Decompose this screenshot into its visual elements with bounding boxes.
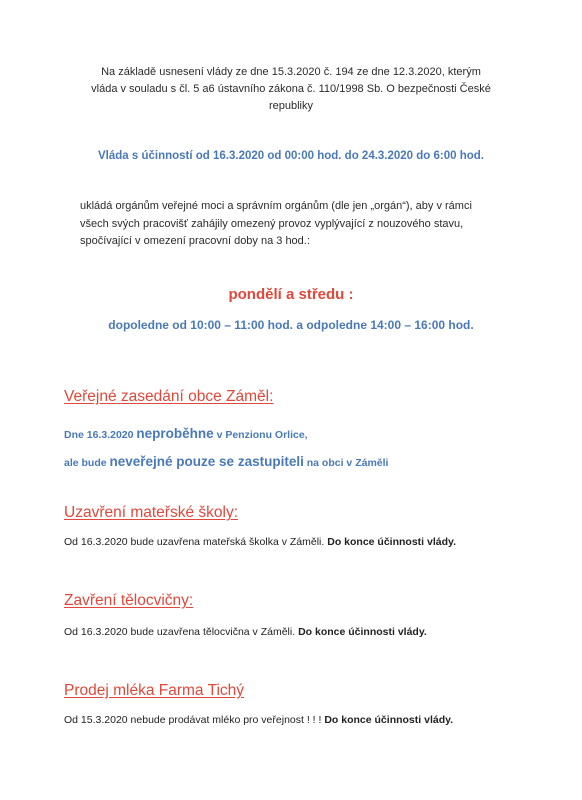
gym-text [64,626,427,638]
gym-body: Od 16.3.2020 bude uzavřena tělocvična v Záměli. [64,626,299,638]
gym-bold: Do konce účinnosti vlády. [298,626,427,638]
kindergarten-body: Od 16.3.2020 bude uzavřena mateřská školka v Záměli. [64,536,328,548]
order-line: všech svých pracovišť zahájily omezený provoz vyplývající z nouzového stavu, [80,217,464,230]
kindergarten-text [64,536,456,548]
intro-paragraph [60,64,522,115]
milk-bold: Do konce účinnosti vlády. [324,714,454,726]
schedule-days: pondělí a středu : [228,286,354,303]
order-line: spočívající v omezení pracovní doby na 3 hod.: [80,235,310,247]
gym-heading: Zavření tělocvičny: [64,592,194,609]
meeting-text: na obci v Záměli [303,457,389,469]
intro-line: vláda v souladu s čl. 5 a6 ústavního zákona č. 110/1998 Sb. O bezpečnosti České [91,83,491,95]
meeting-line-1 [64,426,308,441]
milk-heading: Prodej mléka Farma Tichý [64,682,245,699]
intro-line: Na základě usnesení vlády ze dne 15.3.2020 č. 194 ze dne 12.3.2020, kterým [101,66,481,78]
order-paragraph [80,198,520,251]
meeting-line-2 [64,454,388,469]
intro-line: republiky [268,100,314,112]
meeting-heading: Veřejné zasedání obce Záměl: [64,388,274,405]
kindergarten-heading: Uzavření mateřské školy: [64,504,238,521]
order-line: ukládá orgánům veřejné moci a správním orgánům (dle jen „orgán“), aby v rámci [80,200,472,212]
meeting-text: Dne 16.3.2020 [64,429,137,441]
kindergarten-bold: Do konce účinnosti vlády. [327,536,456,548]
milk-body: Od 15.3.2020 nebude prodávat mléko pro veřejnost ! ! ! [64,714,325,726]
validity-period: Vláda s účinností od 16.3.2020 od 00:00 hod. do 24.3.2020 do 6:00 hod. [97,150,484,162]
schedule-hours: dopoledne od 10:00 – 11:00 hod. a odpoledne 14:00 – 16:00 hod. [108,318,474,332]
meeting-text: v Penzionu Orlice, [213,429,308,441]
milk-text [64,714,453,726]
meeting-emphasis: neveřejné pouze se zastupiteli [109,454,304,469]
meeting-emphasis: neproběhne [136,426,214,441]
meeting-text: ale bude [64,457,110,469]
